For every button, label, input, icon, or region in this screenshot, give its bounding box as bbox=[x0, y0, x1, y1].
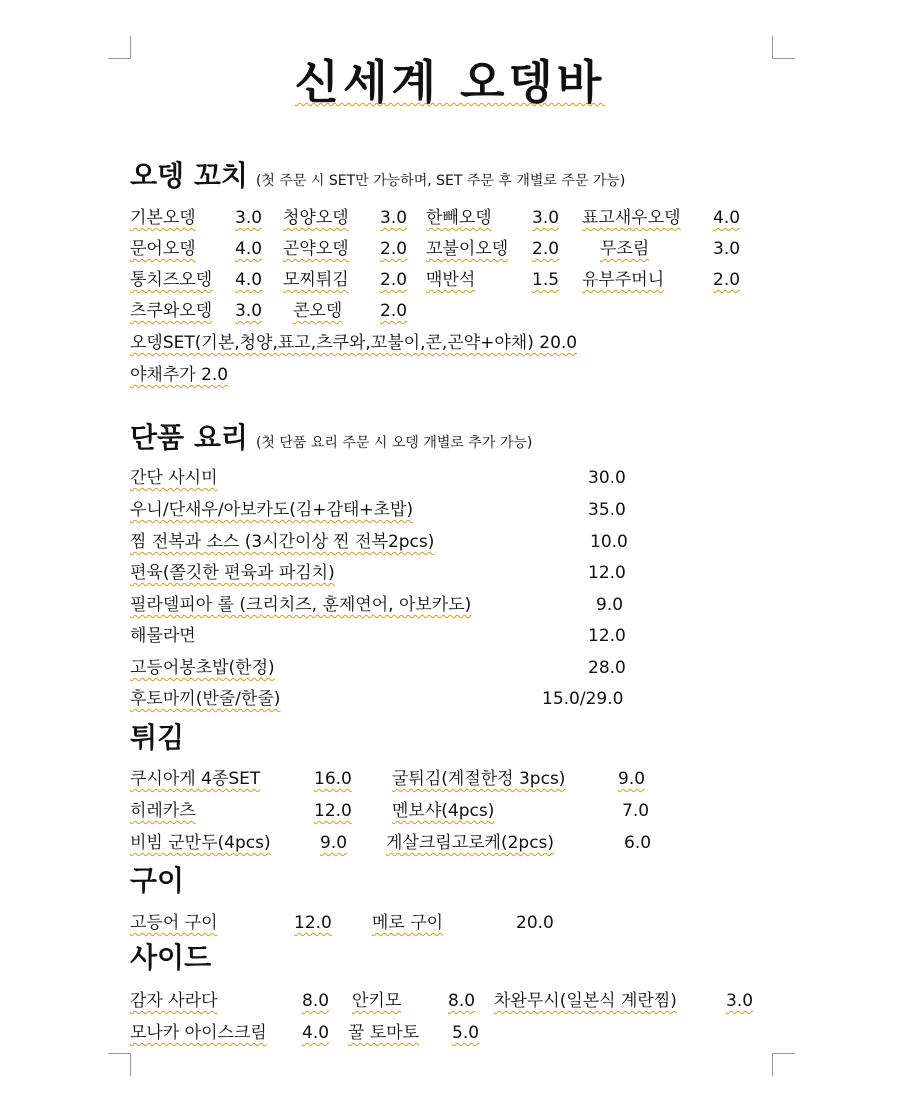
item-price: 16.0 bbox=[314, 769, 352, 789]
item-name: 꿀 토마토 bbox=[348, 1023, 420, 1043]
item-name: 문어오뎅 bbox=[130, 239, 196, 259]
item-price: 2.0 bbox=[380, 239, 408, 259]
item-name: 편육(쫄깃한 편육과 파김치) bbox=[130, 563, 335, 583]
item-name: 간단 사시미 bbox=[130, 468, 218, 488]
vegetable-add-text: 야채추가 2.0 bbox=[130, 365, 229, 385]
item-name: 맥반석 bbox=[426, 270, 476, 290]
item-name: 쿠시아게 4종SET bbox=[130, 769, 261, 789]
item-price: 9.0 bbox=[618, 769, 646, 789]
section-note: (첫 단품 요리 주문 시 오뎅 개별로 추가 가능) bbox=[255, 435, 533, 451]
item-price: 10.0 bbox=[590, 532, 628, 552]
item-price: 20.0 bbox=[516, 913, 554, 933]
item-name: 무조림 bbox=[600, 239, 650, 259]
item-name: 표고새우오뎅 bbox=[582, 208, 681, 228]
item-price: 4.0 bbox=[302, 1023, 330, 1043]
section-heading-oden: 오뎅 꼬치 (첫 주문 시 SET만 가능하며, SET 주문 후 개별로 주문 가능) bbox=[130, 159, 626, 192]
item-price: 2.0 bbox=[380, 270, 408, 290]
item-price: 9.0 bbox=[320, 833, 348, 853]
item-name: 해물라면 bbox=[130, 626, 196, 646]
item-name: 고등어봉초밥(한정) bbox=[130, 658, 275, 678]
item-name: 고등어 구이 bbox=[130, 913, 218, 933]
item-price: 9.0 bbox=[596, 595, 624, 615]
item-name: 감자 사라다 bbox=[130, 991, 218, 1011]
item-price: 8.0 bbox=[302, 991, 330, 1011]
item-name: 한빼오뎅 bbox=[426, 208, 492, 228]
item-name: 멘보샤(4pcs) bbox=[392, 801, 495, 821]
item-price: 12.0 bbox=[588, 626, 626, 646]
page-corner-mark bbox=[108, 1053, 131, 1076]
item-name: 찜 전복과 소스 (3시간이상 찐 전복2pcs) bbox=[130, 532, 435, 552]
section-note: (첫 주문 시 SET만 가능하며, SET 주문 후 개별로 주문 가능) bbox=[255, 173, 626, 189]
item-price: 3.0 bbox=[235, 208, 263, 228]
section-heading-dishes: 단품 요리 (첫 단품 요리 주문 시 오뎅 개별로 추가 가능) bbox=[130, 421, 533, 454]
item-name: 청양오뎅 bbox=[283, 208, 349, 228]
item-price: 3.0 bbox=[380, 208, 408, 228]
item-name: 곤약오뎅 bbox=[283, 239, 349, 259]
item-price: 3.0 bbox=[713, 239, 741, 259]
item-price: 4.0 bbox=[713, 208, 741, 228]
item-price: 2.0 bbox=[380, 301, 408, 321]
item-name: 필라델피아 롤 (크리치즈, 훈제연어, 아보카도) bbox=[130, 595, 472, 615]
section-heading-fried: 튀김 bbox=[130, 721, 185, 754]
item-name: 굴튀김(계절한정 3pcs) bbox=[392, 769, 566, 789]
item-name: 차완무시(일본식 계란찜) bbox=[494, 991, 677, 1011]
item-price: 2.0 bbox=[532, 239, 560, 259]
item-price: 3.0 bbox=[726, 991, 754, 1011]
item-price: 4.0 bbox=[235, 239, 263, 259]
item-price: 7.0 bbox=[622, 801, 650, 821]
item-price: 5.0 bbox=[452, 1023, 480, 1043]
section-heading-grill: 구이 bbox=[130, 864, 185, 897]
item-price: 1.5 bbox=[532, 270, 560, 290]
item-name: 통치즈오뎅 bbox=[130, 270, 213, 290]
item-name: 히레카츠 bbox=[130, 801, 196, 821]
item-price: 12.0 bbox=[314, 801, 352, 821]
page-corner-mark bbox=[772, 1053, 795, 1076]
menu-title: 신세계 오뎅바 bbox=[294, 55, 606, 109]
item-price: 12.0 bbox=[588, 563, 626, 583]
item-price: 30.0 bbox=[588, 468, 626, 488]
item-price: 3.0 bbox=[532, 208, 560, 228]
item-price: 28.0 bbox=[588, 658, 626, 678]
item-price: 12.0 bbox=[294, 913, 332, 933]
item-name: 츠쿠와오뎅 bbox=[130, 301, 213, 321]
item-name: 비빔 군만두(4pcs) bbox=[130, 833, 271, 853]
item-price: 3.0 bbox=[235, 301, 263, 321]
section-heading-side: 사이드 bbox=[130, 941, 212, 974]
item-name: 기본오뎅 bbox=[130, 208, 196, 228]
item-name: 후토마끼(반줄/한줄) bbox=[130, 689, 281, 709]
item-name: 우니/단새우/아보카도(김+감태+초밥) bbox=[130, 500, 414, 520]
item-price: 2.0 bbox=[713, 270, 741, 290]
item-name: 게살크림고로케(2pcs) bbox=[386, 833, 555, 853]
item-price: 8.0 bbox=[448, 991, 476, 1011]
item-price: 6.0 bbox=[624, 833, 652, 853]
item-name: 콘오뎅 bbox=[293, 301, 343, 321]
item-name: 꼬불이오뎅 bbox=[426, 239, 509, 259]
item-price: 15.0/29.0 bbox=[542, 689, 624, 709]
item-name: 메로 구이 bbox=[372, 913, 444, 933]
item-price: 35.0 bbox=[588, 500, 626, 520]
set-menu-text: 오뎅SET(기본,청양,표고,츠쿠와,꼬불이,콘,곤약+야채) 20.0 bbox=[130, 333, 578, 353]
item-name: 유부주머니 bbox=[582, 270, 665, 290]
item-price: 4.0 bbox=[235, 270, 263, 290]
item-name: 안키모 bbox=[352, 991, 402, 1011]
item-name: 모나카 아이스크림 bbox=[130, 1023, 267, 1043]
item-name: 모찌튀김 bbox=[283, 270, 349, 290]
